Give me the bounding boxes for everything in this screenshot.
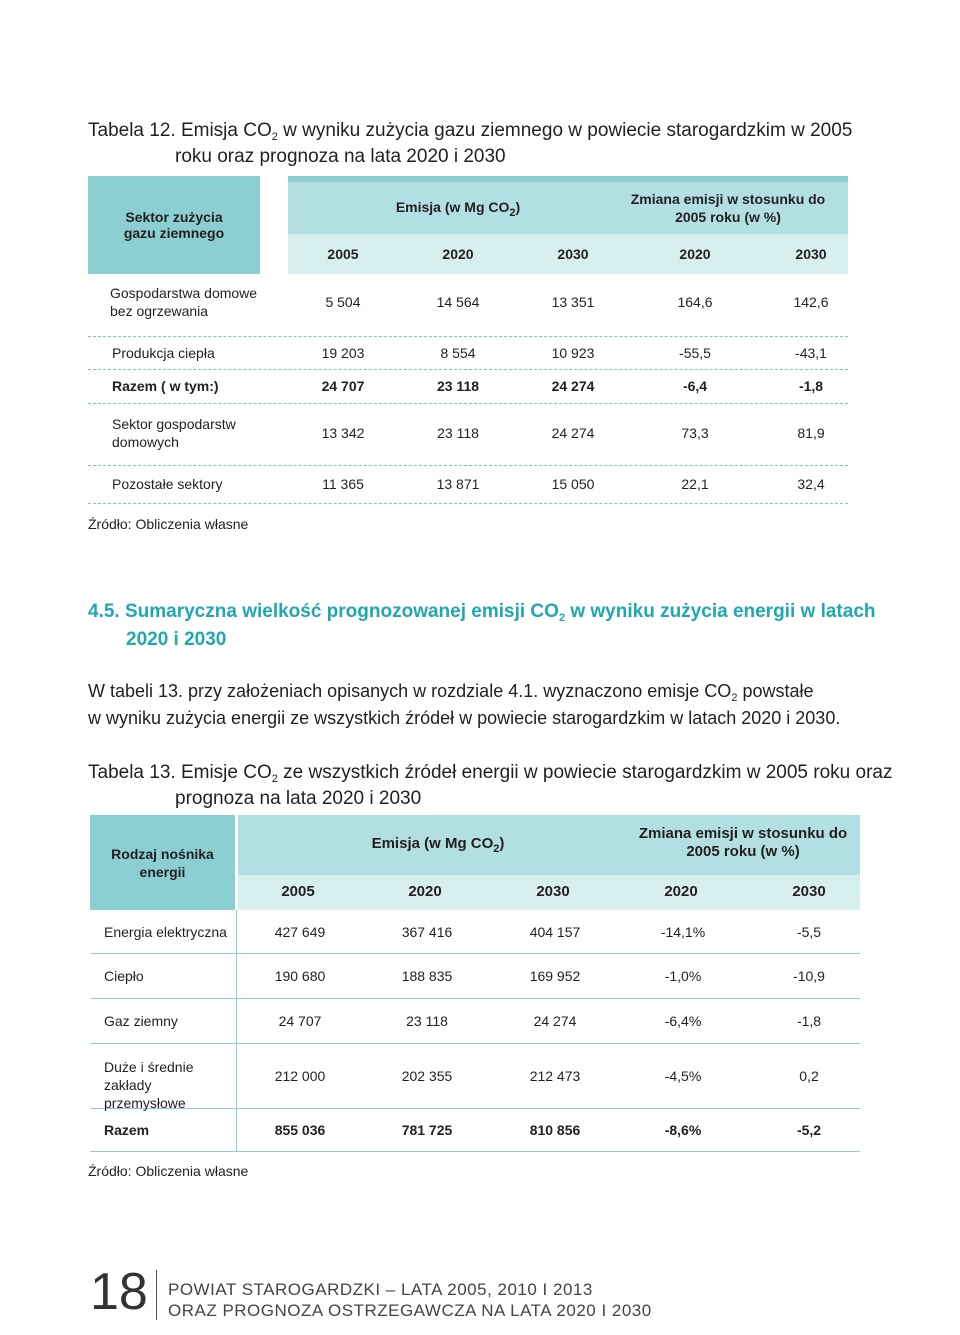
cell: 164,6 <box>677 294 713 310</box>
year-cell: 2030 <box>795 246 827 262</box>
header-emission: Emisja (w Mg $CO_2$) <box>395 199 521 219</box>
cell: -5,2 <box>796 1122 822 1138</box>
cell: 188 835 <box>401 968 453 984</box>
row-label: Produkcja ciepła <box>112 345 215 361</box>
cell: 14 564 <box>436 294 480 310</box>
cell: -6,4 <box>682 378 708 394</box>
caption-text: ze wszystkich źródeł energii w powiecie starogardzkim w 2005 roku oraz <box>277 762 893 783</box>
year-cell: 2030 <box>557 246 589 262</box>
cell: 169 952 <box>529 968 581 984</box>
cell: -10,9 <box>793 968 825 984</box>
caption-text: w wyniku zużycia gazu ziemnego w powiecie starogardzkim w 2005 <box>277 120 853 141</box>
header-carrier <box>90 815 235 910</box>
cell: 23 118 <box>406 1013 448 1029</box>
subscript: 2 <box>271 131 278 143</box>
header-carrier-label: Rodzaj nośnika energii <box>111 846 214 880</box>
year-cell: 2020 <box>442 246 474 262</box>
subscript: 2 <box>558 612 566 624</box>
cell: 10 923 <box>551 345 595 361</box>
table-row <box>90 999 860 1044</box>
cell: -8,6% <box>664 1122 702 1138</box>
subscript: 2 <box>493 843 500 855</box>
footer-divider <box>156 1270 157 1320</box>
year-cell: 2020 <box>679 246 711 262</box>
cell: 0,2 <box>799 1068 819 1084</box>
year-cell: 2020 <box>664 883 698 900</box>
cell: -1,8 <box>796 1013 822 1029</box>
heading-text: w wyniku zużycia energii w latach <box>565 601 876 622</box>
table-row <box>88 403 848 466</box>
cell: 11 365 <box>322 476 364 492</box>
row-label: Ciepło <box>104 968 144 984</box>
header-groups <box>238 815 860 910</box>
table-13 <box>88 815 860 1179</box>
year-cell: 2020 <box>408 883 442 900</box>
caption-text: prognoza na lata 2020 i 2030 <box>175 788 422 809</box>
table12-caption <box>88 118 852 170</box>
header-emission-label: Emisja (w Mg CO <box>371 835 494 852</box>
heading-text: 2020 i 2030 <box>126 629 227 650</box>
year-cell: 2030 <box>792 883 826 900</box>
year-cell: 2030 <box>536 883 570 900</box>
caption-text: Tabela 13. Emisje CO <box>88 762 272 783</box>
table-row <box>90 910 860 954</box>
cell: 23 118 <box>436 378 480 394</box>
cell: 367 416 <box>401 924 453 940</box>
caption-text: roku oraz prognoza na lata 2020 i 2030 <box>175 146 506 167</box>
cell: 24 274 <box>551 425 595 441</box>
table-12 <box>88 176 848 532</box>
cell: 15 050 <box>551 476 595 492</box>
header-years <box>288 234 848 274</box>
cell: 13 342 <box>321 425 365 441</box>
cell: 24 707 <box>278 1013 322 1029</box>
table-source: Źródło: Obliczenia własne <box>88 516 249 532</box>
header-emission: Emisja (w Mg $CO_2$) <box>371 835 505 855</box>
cell: 427 649 <box>274 924 326 940</box>
cell: -14,1% <box>660 924 706 940</box>
header-sector-label: Sektor zużycia gazu ziemnego <box>123 209 225 241</box>
row-label: Gospodarstwa domowe bez ogrzewania <box>110 285 258 319</box>
row-label: Energia elektryczna <box>104 924 227 940</box>
header-sector <box>88 176 260 274</box>
cell: 212 000 <box>274 1068 326 1084</box>
subscript: 2 <box>271 773 278 785</box>
cell: 81,9 <box>797 425 825 441</box>
subscript: 2 <box>731 692 738 704</box>
table-row-total <box>90 1109 860 1152</box>
subscript: 2 <box>509 207 516 219</box>
caption-text: Tabela 12. Emisja CO <box>88 120 272 141</box>
cell: -43,1 <box>795 345 827 361</box>
table13-caption <box>88 760 892 812</box>
cell: 190 680 <box>274 968 326 984</box>
cell: 23 118 <box>437 425 479 441</box>
cell: 32,4 <box>797 476 825 492</box>
cell: 73,3 <box>681 425 709 441</box>
table-row <box>88 336 848 370</box>
cell: 202 355 <box>401 1068 453 1084</box>
header-change: Zmiana emisji w stosunku do 2005 roku (w %) <box>630 191 826 225</box>
row-label: Duże i średnie zakłady przemysłowe <box>104 1059 194 1111</box>
cell: 855 036 <box>274 1122 326 1138</box>
row-label: Razem ( w tym:) <box>112 378 219 394</box>
table-row <box>88 274 848 337</box>
cell: 22,1 <box>681 476 709 492</box>
header-change: Zmiana emisji w stosunku do 2005 roku (w %) <box>638 825 848 860</box>
cell: 24 274 <box>533 1013 577 1029</box>
table-row <box>90 1044 860 1109</box>
cell: 8 554 <box>440 345 476 361</box>
para-text: W tabeli 13. przy założeniach opisanych w rozdziale 4.1. wyznaczono emisje CO <box>88 681 732 701</box>
table-source: Źródło: Obliczenia własne <box>88 1163 249 1179</box>
para-text: w wyniku zużycia energii ze wszystkich źródeł w powiecie starogardzkim w latach 2020 i 2030. <box>88 708 841 728</box>
year-cell: 2005 <box>281 883 315 900</box>
cell: -4,5% <box>664 1068 702 1084</box>
cell: -1,8 <box>798 378 824 394</box>
cell: 24 274 <box>551 378 595 394</box>
header-emission-label: Emisja (w Mg CO <box>395 199 510 215</box>
footer-line: ORAZ PROGNOZA OSTRZEGAWCZA NA LATA 2020 I 2030 <box>168 1301 652 1320</box>
cell: 142,6 <box>793 294 829 310</box>
table-row <box>88 465 848 504</box>
table-header <box>90 815 860 910</box>
cell: -55,5 <box>679 345 711 361</box>
page-number: 18 <box>90 1263 148 1321</box>
cell: 404 157 <box>529 924 581 940</box>
section-heading <box>88 598 908 654</box>
cell: 13 871 <box>436 476 480 492</box>
row-label: Sektor gospodarstw domowych <box>112 416 236 450</box>
cell: -1,0% <box>664 968 702 984</box>
cell: 19 203 <box>321 345 365 361</box>
row-label: Pozostałe sektory <box>112 476 223 492</box>
cell: 781 725 <box>401 1122 453 1138</box>
header-years <box>238 875 860 910</box>
cell: 5 504 <box>325 294 361 310</box>
row-label: Gaz ziemny <box>104 1013 178 1029</box>
header-groups <box>288 176 848 274</box>
year-cell: 2005 <box>327 246 359 262</box>
cell: -6,4% <box>664 1013 702 1029</box>
body-paragraph <box>88 678 888 732</box>
table-row <box>90 954 860 999</box>
cell: -5,5 <box>796 924 822 940</box>
table-row-total <box>88 369 848 404</box>
footer-line: POWIAT STAROGARDZKI – LATA 2005, 2010 I 2013 <box>168 1280 593 1299</box>
cell: 212 473 <box>529 1068 581 1084</box>
cell: 810 856 <box>529 1122 581 1138</box>
cell: 24 707 <box>321 378 365 394</box>
cell: 13 351 <box>551 294 595 310</box>
table-header <box>88 176 848 274</box>
row-label: Razem <box>104 1122 150 1138</box>
para-text: powstałe <box>737 681 814 701</box>
heading-text: 4.5. Sumaryczna wielkość prognozowanej emisji CO <box>88 601 559 622</box>
